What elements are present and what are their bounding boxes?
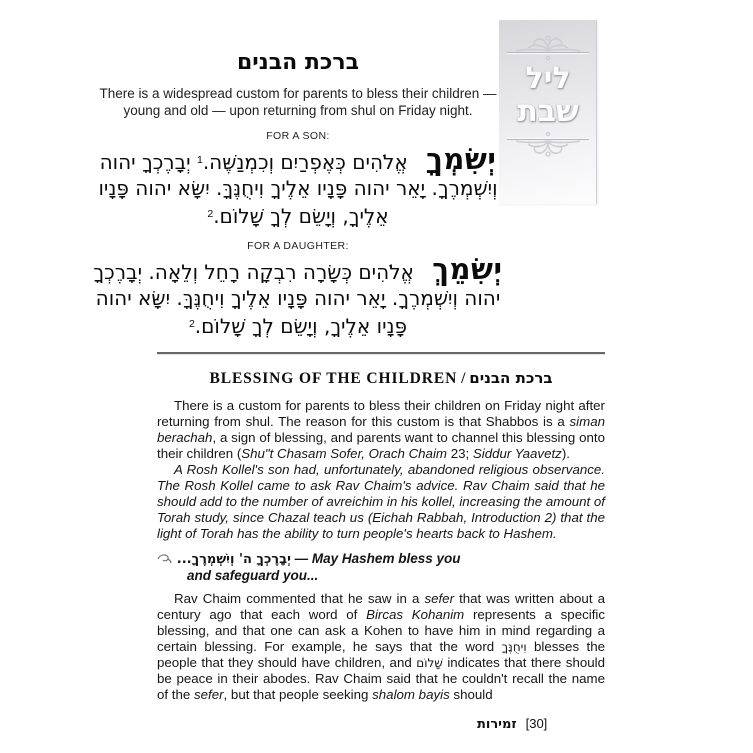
paragraph-text: represents a specific blessing, and that one can ask a Kohen to have him in mind regarding a certain blessing. For example, he says that the word <box>157 607 605 654</box>
italic-term: Bircas Kohanim <box>366 607 465 622</box>
italic-term: shalom bayis <box>372 687 450 702</box>
page-footer <box>477 716 547 732</box>
son-blessing-part2: יְבָרֶכְךָ יהוה וְיִשְׁמְרֶךָ. יָאֵר יהוה פָּנָיו אֵלֶיךָ וִיחֻנֶּךָּ. יִשָּׂא יהוה פָּנָיו אֵלֶיךָ, וְיָשֵׂם לְךָ שָׁלוֹם. <box>98 150 498 228</box>
source-citation: Siddur Yaavetz <box>472 446 562 461</box>
hebrew-word-shalom: שָׁלוֹם <box>416 656 443 670</box>
commentary-heading <box>157 369 605 388</box>
paragraph-text: blesses the people that they should have children, and <box>157 639 605 670</box>
italic-term: sefer <box>193 687 224 702</box>
source-citation: Shu"t Chasam Sofer, Orach Chaim <box>241 446 447 461</box>
paragraph-text: , a sign of blessing, and parents want to channel this blessing onto their children ( <box>157 430 605 461</box>
son-blessing-part1: אֱלֹהִים כְּאֶפְרַיִם וְכִמְנַשֶּׁה. <box>202 150 408 174</box>
flourish-bottom-icon <box>505 130 591 162</box>
section-divider <box>157 352 605 355</box>
son-blessing-opening-word: יְשִׂמְךָ <box>426 142 497 176</box>
shabbos-evening-tab <box>499 20 597 204</box>
italic-term: sefer <box>424 591 454 606</box>
paragraph-text: Rav Chaim commented that he saw in a <box>174 591 425 606</box>
commentary-paragraph-3 <box>157 591 605 703</box>
paragraph-text: There is a custom for parents to bless their children on Friday night after returning from shul. The reason for this custom is that Shabbos is a <box>157 398 605 429</box>
commentary-section <box>157 352 605 703</box>
daughter-blessing-text <box>88 252 508 339</box>
paragraph-text: , but that people seeking <box>223 687 373 702</box>
prayer-instruction-line2: young and old — upon returning from shul on Friday night. <box>123 103 473 118</box>
paragraph-text: ). <box>561 446 570 461</box>
footnote-marker-1: 1 <box>196 154 203 166</box>
for-a-daughter-label: FOR A DAUGHTER: <box>247 240 349 252</box>
footnote-marker-2: 2 <box>207 208 214 220</box>
footer-page-number: [30] <box>525 716 548 731</box>
tab-word-leil: ליל <box>525 61 571 96</box>
commentary-paragraph-1 <box>157 398 605 462</box>
daughter-blessing-opening-word: יְשִׂמֵךְ <box>432 252 503 286</box>
hebrew-word-vichuneka: וִיחֻנֶּךָ <box>501 640 527 654</box>
paragraph-text: indicates that there should be peace in their abodes. Rav Chaim said that he couldn't recall the name of the <box>157 655 605 702</box>
paragraph-text: that was written about a century ago that each word of <box>157 591 605 622</box>
tab-word-shabbos: שבת <box>517 94 579 129</box>
paragraph-text: should <box>449 687 493 702</box>
prayer-title: ברכת הבנים <box>236 50 360 75</box>
commentary-heading-separator: / <box>457 370 470 387</box>
subheading-hebrew: יְבָרֶכְךָ ה' וְיִשְׁמְרֶךָ... <box>176 552 291 567</box>
footer-section-label: זמירות <box>477 717 517 732</box>
commentary-paragraph-2: A Rosh Kollel's son had, unfortunately, abandoned religious observance. The Rosh Kollel came to ask Rav Chaim's advice. Rav Chaim said that he should add to the number of avreichim in his kollel, increasing the amount of Torah study, since Chazal teach us (Eichah Rabbah, Introduction 2) that the light of Torah has the ability to turn people's hearts back to Hashem. <box>157 462 605 541</box>
daughter-blessing-part1: אֱלֹהִים כְּשָׂרָה רִבְקָה רָחֵל וְלֵאָה. יְבָרֶכְךָ יהוה וְיִשְׁמְרֶךָ. יָאֵר יהוה פָּנָיו אֵלֶיךָ וִיחֻנֶּךָּ. יִשָּׂא יהוה פָּנָיו אֵלֶיךָ, וְיָשֵׂם לְךָ שָׁלוֹם. <box>93 260 501 338</box>
commentary-subheading <box>157 551 605 584</box>
subheading-english-line2: and safeguard you... <box>187 568 319 583</box>
for-a-son-label: FOR A SON: <box>266 130 330 142</box>
subheading-english-line1: — May Hashem bless you <box>294 551 461 566</box>
italic-term: siman berachah <box>157 414 605 445</box>
footnote-marker-2: 2 <box>188 318 195 330</box>
prayer-instruction-line1: There is a widespread custom for parents to bless their children — <box>99 86 497 101</box>
prayer-section <box>88 50 508 339</box>
commentary-heading-english: BLESSING OF THE CHILDREN <box>209 370 458 387</box>
paragraph-text: 23; <box>447 446 473 461</box>
section-ornament-icon <box>157 553 172 564</box>
flourish-top-icon <box>505 30 591 62</box>
commentary-heading-hebrew: ברכת הבנים <box>469 369 553 387</box>
son-blessing-text <box>88 142 508 229</box>
